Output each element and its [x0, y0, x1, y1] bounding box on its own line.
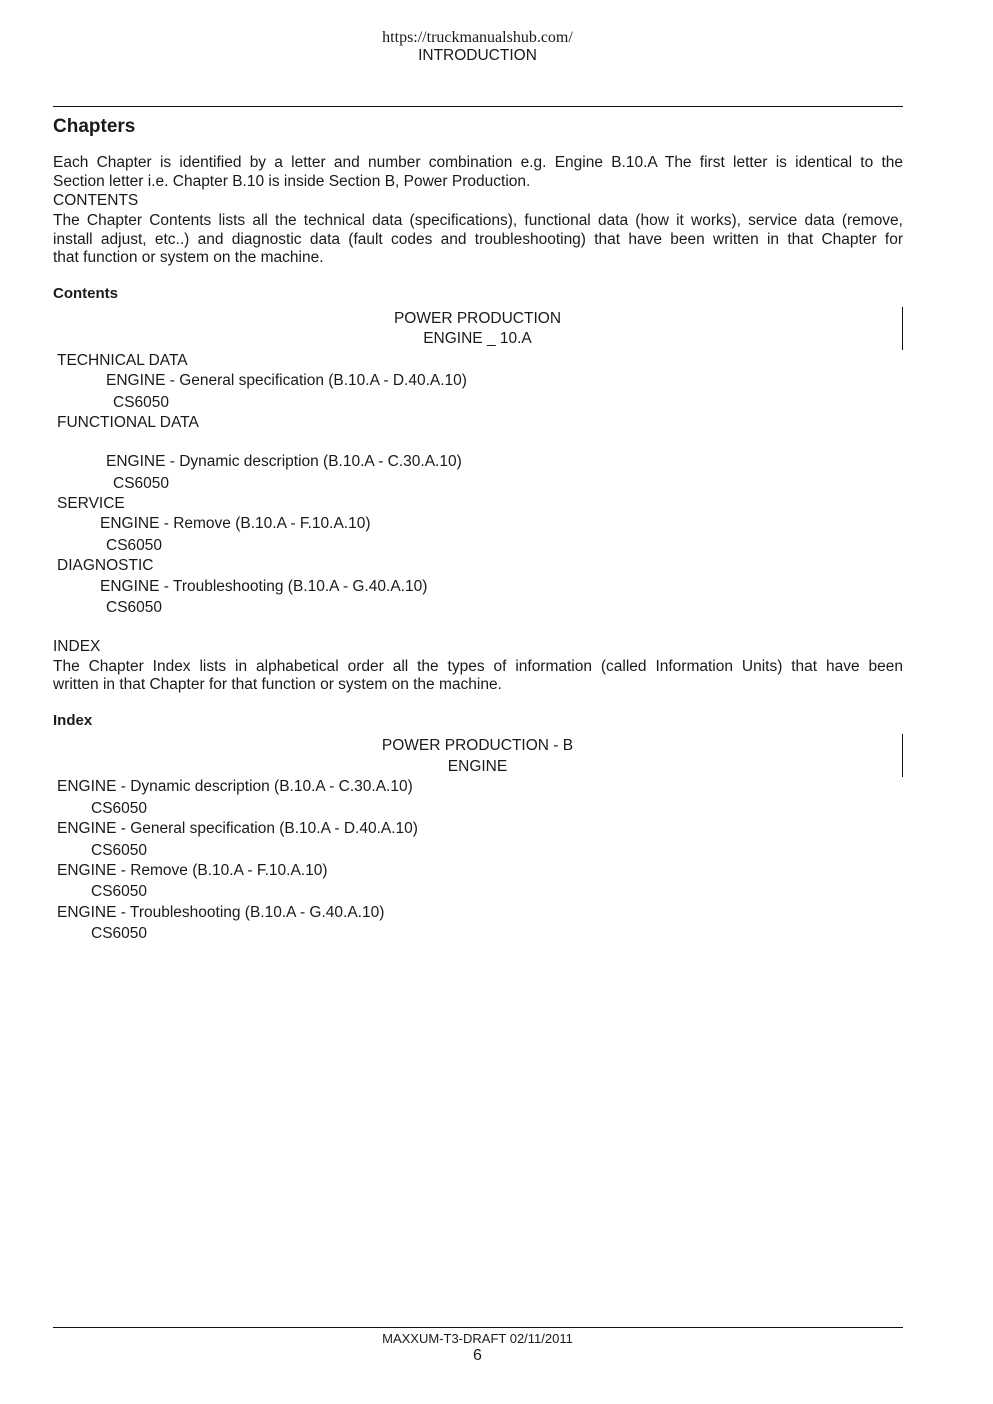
contents-description-line-3: that function or system on the machine.: [53, 249, 324, 266]
index-entry-model: CS6050: [91, 925, 148, 942]
index-description-line-2: written in that Chapter for that function or system on the machine.: [53, 676, 502, 693]
contents-description-line-1: The Chapter Contents lists all the technical data (specifications), functional data (how it works), service data (remove,: [53, 212, 903, 229]
index-example-title: POWER PRODUCTION - B: [381, 737, 574, 754]
footer-divider: [53, 1327, 903, 1328]
contents-entry-model: CS6050: [113, 475, 170, 492]
index-example-subtitle: ENGINE: [447, 758, 508, 775]
contents-entry: ENGINE - Remove (B.10.A - F.10.A.10): [100, 515, 371, 532]
index-entry: ENGINE - Dynamic description (B.10.A - C.30.A.10): [57, 778, 413, 795]
contents-entry: ENGINE - Troubleshooting (B.10.A - G.40.A.10): [100, 578, 428, 595]
change-bar: [902, 307, 903, 350]
index-entry: ENGINE - General specification (B.10.A - D.40.A.10): [57, 820, 418, 837]
index-example-heading: Index: [53, 712, 93, 729]
header-divider: [53, 106, 903, 107]
contents-entry-model: CS6050: [106, 537, 163, 554]
index-entry-model: CS6050: [91, 800, 148, 817]
index-entry: ENGINE - Remove (B.10.A - F.10.A.10): [57, 862, 328, 879]
header-section-title: INTRODUCTION: [418, 47, 537, 64]
contents-entry: ENGINE - Dynamic description (B.10.A - C.30.A.10): [106, 453, 462, 470]
contents-label: CONTENTS: [53, 192, 139, 209]
contents-entry-model: CS6050: [106, 599, 163, 616]
index-entry-model: CS6050: [91, 842, 148, 859]
contents-group-label: FUNCTIONAL DATA: [57, 414, 199, 431]
contents-entry: ENGINE - General specification (B.10.A - D.40.A.10): [106, 372, 467, 389]
chapters-intro-line-2: Section letter i.e. Chapter B.10 is inside Section B, Power Production.: [53, 173, 531, 190]
contents-description-line-2: install adjust, etc..) and diagnostic data (fault codes and troubleshooting) that have been written in that Chapter for: [53, 231, 903, 248]
contents-entry-model: CS6050: [113, 394, 170, 411]
chapters-intro-line-1: Each Chapter is identified by a letter and number combination e.g. Engine B.10.A The first letter is identical to the: [53, 154, 903, 171]
contents-group-label: TECHNICAL DATA: [57, 352, 188, 369]
contents-group-label: DIAGNOSTIC: [57, 557, 154, 574]
contents-group-label: SERVICE: [57, 495, 125, 512]
footer-doc-code: MAXXUM-T3-DRAFT 02/11/2011: [382, 1331, 573, 1346]
contents-example-title: POWER PRODUCTION: [393, 310, 562, 327]
chapters-heading: Chapters: [53, 116, 136, 137]
index-entry-model: CS6050: [91, 883, 148, 900]
index-label: INDEX: [53, 638, 101, 655]
index-entry: ENGINE - Troubleshooting (B.10.A - G.40.A.10): [57, 904, 385, 921]
index-description-line-1: The Chapter Index lists in alphabetical order all the types of information (called Information Units) that have been: [53, 658, 903, 675]
contents-example-subtitle: ENGINE _ 10.A: [423, 330, 532, 347]
contents-example-heading: Contents: [53, 285, 118, 302]
change-bar: [902, 734, 903, 777]
header-url: https://truckmanualshub.com/: [382, 29, 573, 46]
page-number: 6: [473, 1347, 482, 1364]
